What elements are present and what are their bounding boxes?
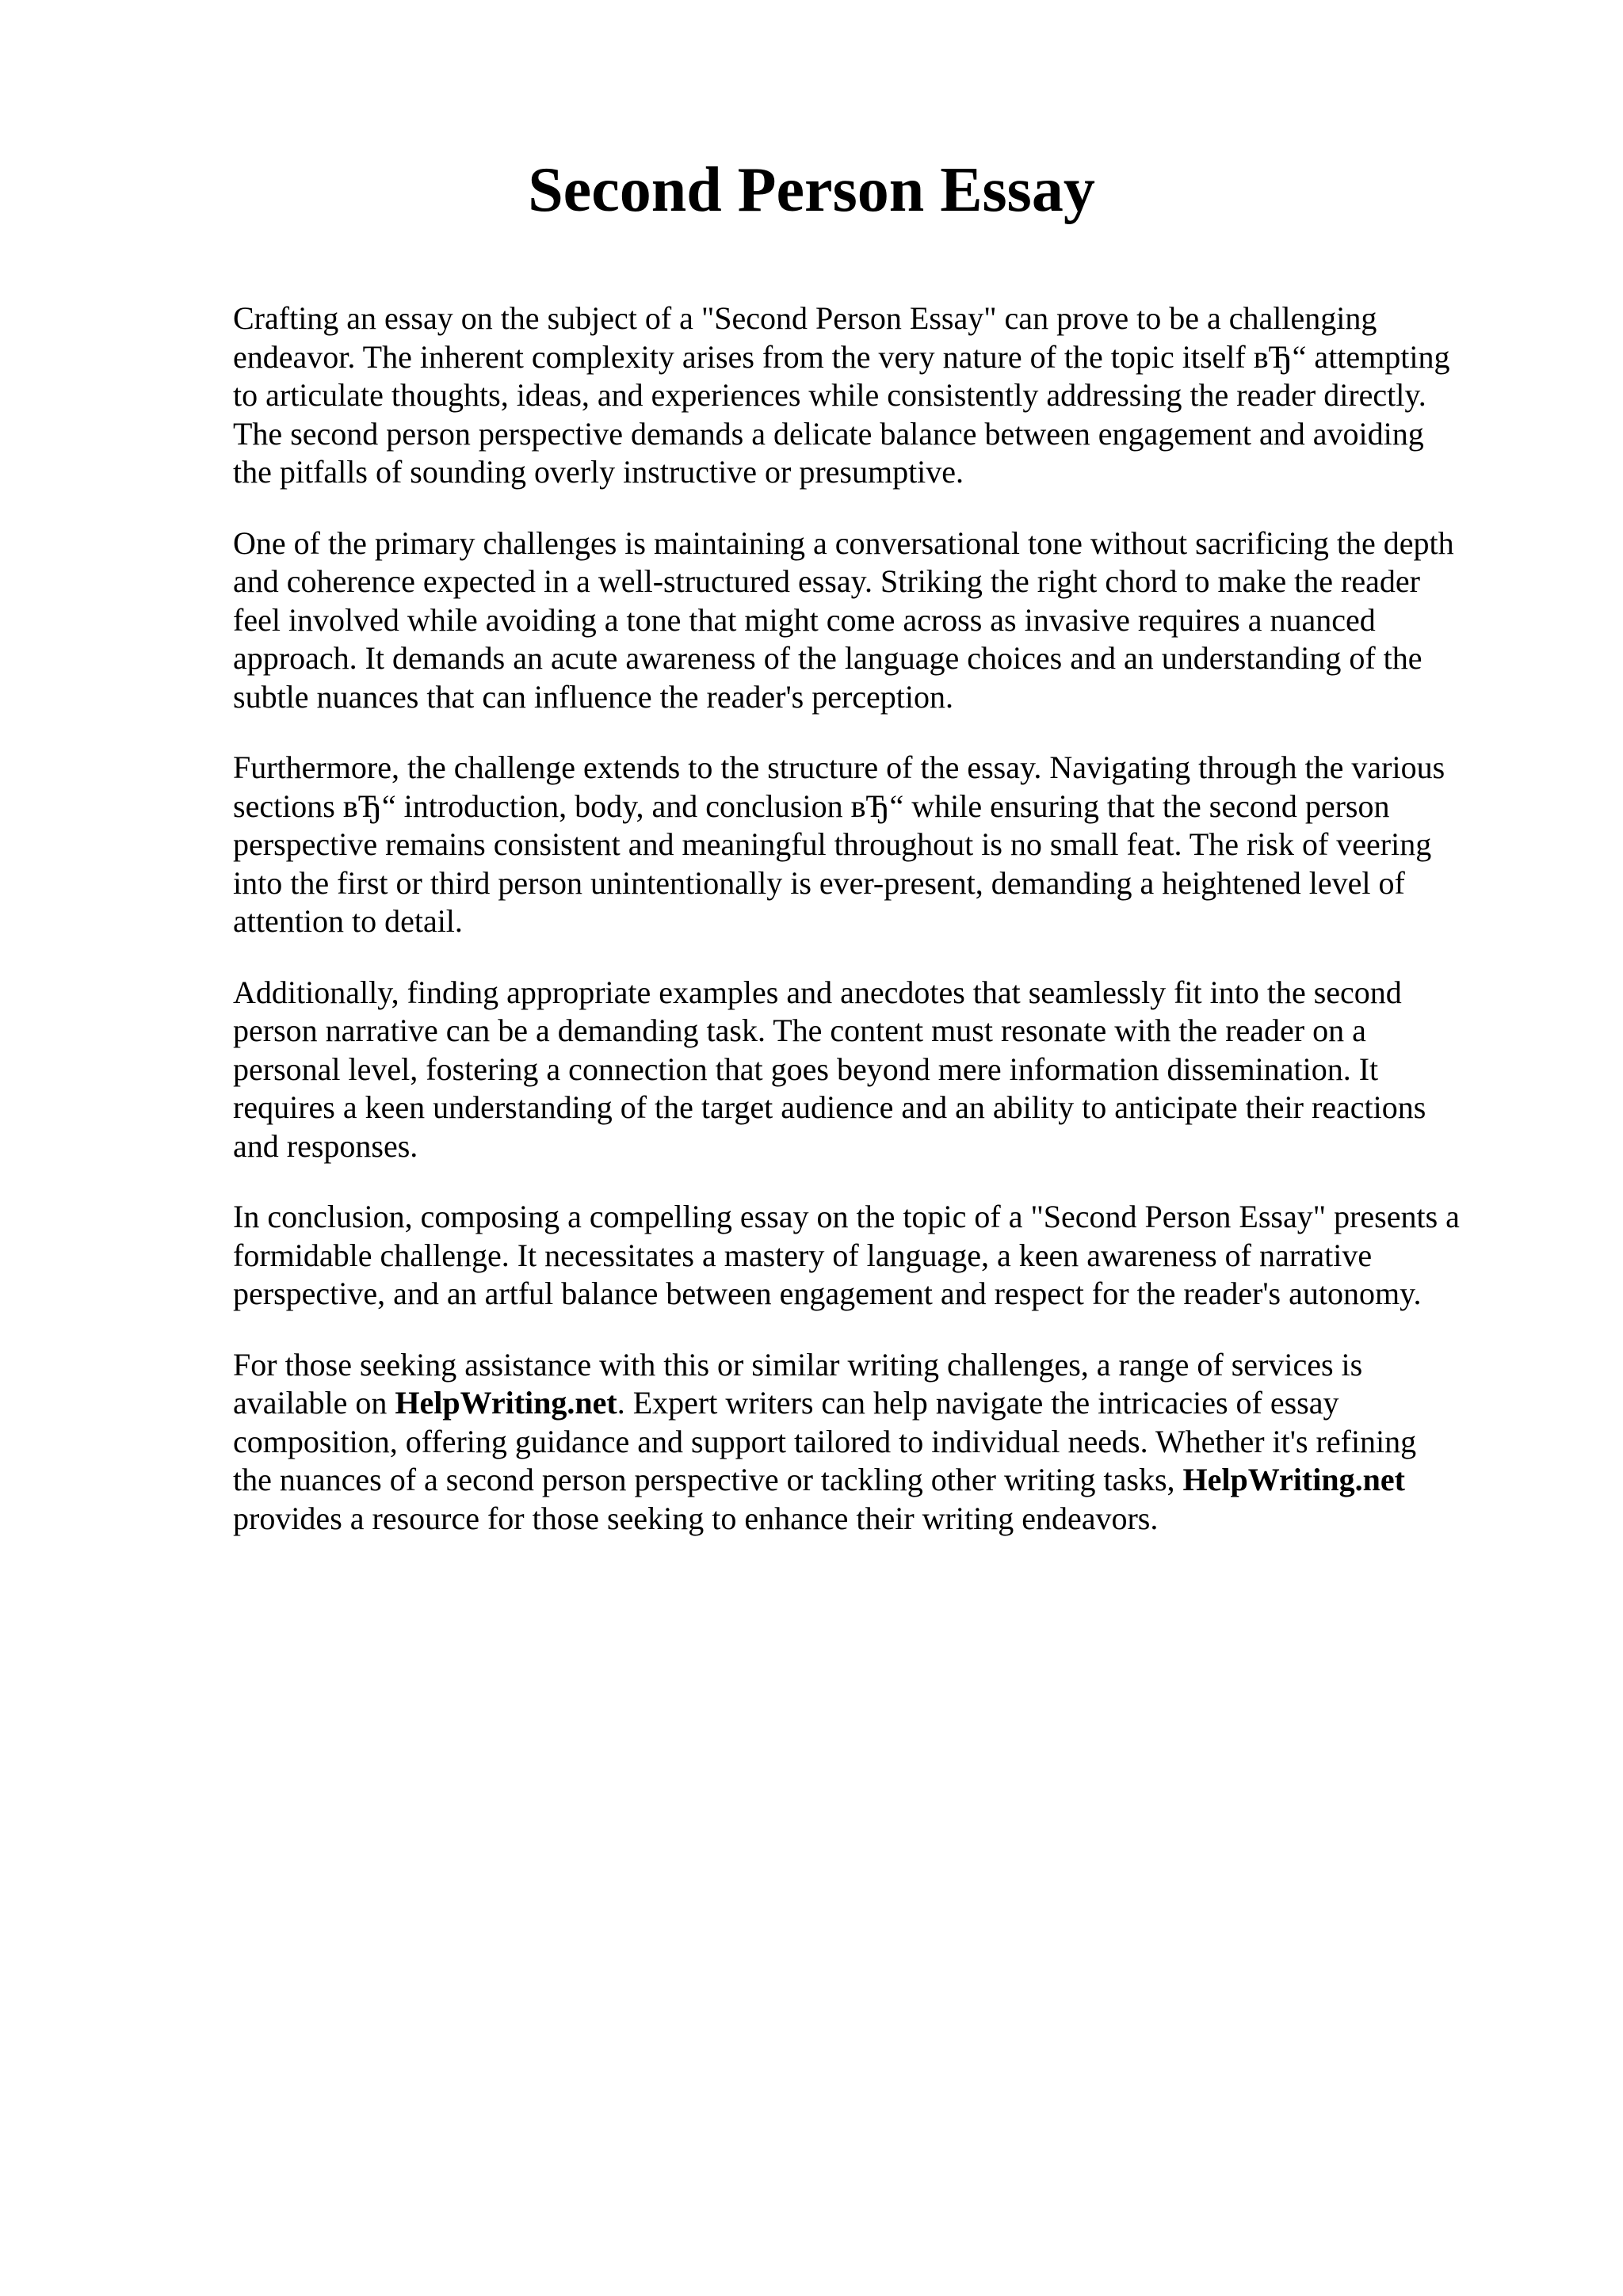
- paragraph-6: [233, 1346, 1541, 1539]
- paragraph-line: subtle nuances that can influence the reader's perception.: [233, 678, 954, 715]
- paragraph-line: and responses.: [233, 1127, 418, 1164]
- paragraph-1: [233, 299, 1541, 492]
- paragraph-line: person narrative can be a demanding task. The content must resonate with the reader on a: [233, 1013, 1366, 1048]
- paragraph-line: For those seeking assistance with this or similar writing challenges, a range of services is: [233, 1346, 1363, 1383]
- paragraph-line: requires a keen understanding of the target audience and an ability to anticipate their reactions: [233, 1089, 1426, 1125]
- paragraph-line: to articulate thoughts, ideas, and experiences while consistently addressing the reader directly.: [233, 377, 1426, 413]
- paragraph-line: In conclusion, composing a compelling essay on the topic of a "Second Person Essay" presents a: [233, 1199, 1460, 1234]
- paragraph-line: composition, offering guidance and support tailored to individual needs. Whether it's refining: [233, 1423, 1417, 1459]
- paragraph-line: attention to detail.: [233, 903, 463, 939]
- paragraph-line: feel involved while avoiding a tone that might come across as invasive requires a nuanced: [233, 601, 1376, 638]
- paragraph-line: endeavor. The inherent complexity arises from the very nature of the topic itself вЂ“ attempting: [233, 338, 1450, 375]
- paragraph-line: formidable challenge. It necessitates a mastery of language, a keen awareness of narrative: [233, 1237, 1373, 1273]
- paragraph-line: Furthermore, the challenge extends to the structure of the essay. Navigating through the various: [233, 749, 1445, 785]
- paragraph-line: perspective, and an artful balance between engagement and respect for the reader's autonomy.: [233, 1276, 1422, 1311]
- paragraph-4: [233, 974, 1541, 1166]
- essay-body: [233, 299, 1541, 1570]
- paragraph-2: [233, 524, 1541, 717]
- paragraph-line: [233, 1461, 1541, 1500]
- paragraph-line: and coherence expected in a well-structured essay. Striking the right chord to make the reader: [233, 563, 1420, 599]
- paragraph-line: One of the primary challenges is maintaining a conversational tone without sacrificing the depth: [233, 524, 1454, 561]
- paragraph-line: approach. It demands an acute awareness of the language choices and an understanding of the: [233, 640, 1423, 676]
- text-segment: available on: [233, 1385, 395, 1421]
- brand-name: HelpWriting.net: [395, 1385, 617, 1421]
- paragraph-line: [233, 1384, 1541, 1423]
- paragraph-line: the pitfalls of sounding overly instructive or presumptive.: [233, 454, 964, 490]
- paragraph-line: Crafting an essay on the subject of a "Second Person Essay" can prove to be a challenging: [233, 300, 1377, 336]
- page-title: Second Person Essay: [528, 155, 1095, 225]
- paragraph-line: Additionally, finding appropriate examples and anecdotes that seamlessly fit into the second: [233, 974, 1402, 1010]
- paragraph-3: [233, 749, 1541, 941]
- paragraph-line: The second person perspective demands a delicate balance between engagement and avoiding: [233, 415, 1424, 452]
- text-segment: the nuances of a second person perspective or tackling other writing tasks,: [233, 1462, 1183, 1497]
- brand-name: HelpWriting.net: [1182, 1462, 1405, 1497]
- paragraph-line: personal level, fostering a connection that goes beyond mere information dissemination. It: [233, 1051, 1379, 1087]
- paragraph-5: [233, 1198, 1541, 1314]
- paragraph-line: perspective remains consistent and meaningful throughout is no small feat. The risk of veering: [233, 826, 1432, 862]
- paragraph-line: into the first or third person unintentionally is ever-present, demanding a heightened level of: [233, 864, 1405, 901]
- paragraph-line: sections вЂ“ introduction, body, and conclusion вЂ“ while ensuring that the second person: [233, 788, 1390, 824]
- paragraph-line: provides a resource for those seeking to enhance their writing endeavors.: [233, 1500, 1159, 1536]
- text-segment: . Expert writers can help navigate the intricacies of essay: [617, 1385, 1339, 1421]
